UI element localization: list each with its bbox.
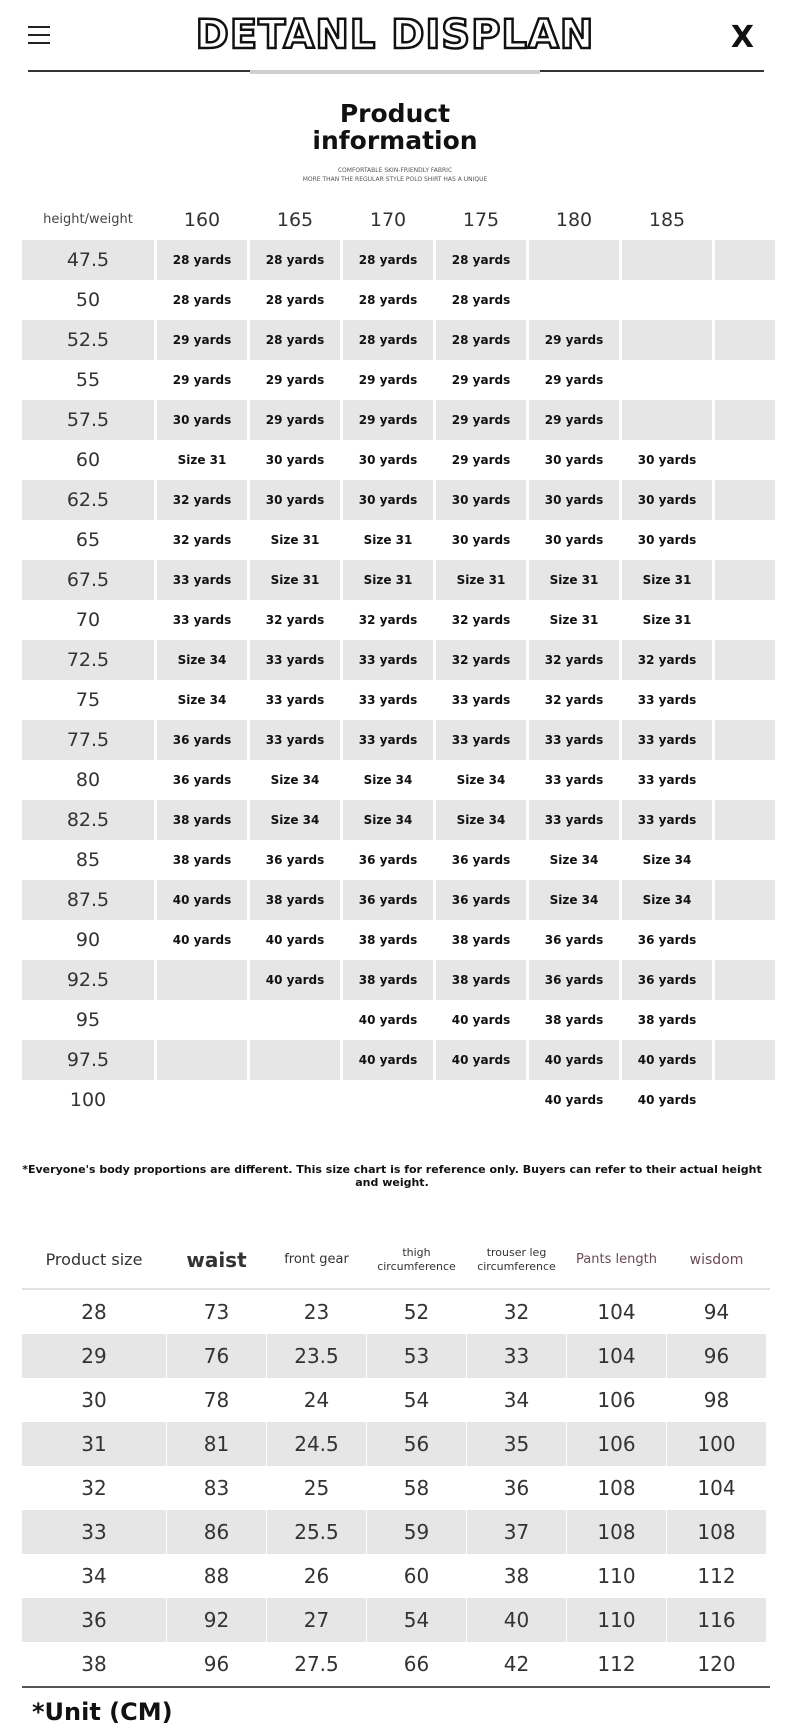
measurement-cell: 108 xyxy=(667,1510,766,1554)
col-header: Product size xyxy=(45,1250,143,1269)
measurement-cell: 40 xyxy=(467,1598,566,1642)
height-header: 165 xyxy=(276,209,314,231)
size-cell: 40 yards xyxy=(250,960,340,1000)
close-icon[interactable]: X xyxy=(730,20,754,55)
size-cell: Size 31 xyxy=(250,560,340,600)
measurement-cell: 83 xyxy=(203,1476,230,1500)
size-cell xyxy=(622,280,712,320)
size-cell: Size 34 xyxy=(270,773,320,787)
measurement-cell: 31 xyxy=(22,1422,166,1466)
col-header: front gear xyxy=(284,1252,349,1267)
measurement-cell: 81 xyxy=(167,1422,266,1466)
table-row xyxy=(22,1598,770,1642)
empty-cell xyxy=(715,720,775,760)
weight-cell: 65 xyxy=(75,529,101,551)
empty-cell xyxy=(715,600,775,640)
size-cell: 36 yards xyxy=(157,720,247,760)
size-cell xyxy=(529,280,619,320)
size-cell: 28 yards xyxy=(343,320,433,360)
table-row xyxy=(22,360,778,400)
size-cell: 40 yards xyxy=(343,1040,433,1080)
measurement-cell: 96 xyxy=(203,1652,230,1676)
table-header-row xyxy=(22,200,778,240)
measurement-cell: 106 xyxy=(597,1388,636,1412)
table-row xyxy=(22,480,778,520)
brand-logo: DETANL DISPLAN xyxy=(195,12,595,58)
table-bottom-rule xyxy=(22,1686,770,1688)
size-cell: Size 31 xyxy=(270,533,320,547)
size-cell: 30 yards xyxy=(436,480,526,520)
measurement-cell: 108 xyxy=(597,1476,636,1500)
size-cell: Size 34 xyxy=(250,800,340,840)
empty-cell xyxy=(715,1000,775,1040)
table-row xyxy=(22,1466,770,1510)
size-cell: 32 yards xyxy=(157,480,247,520)
weight-cell: 95 xyxy=(75,1009,101,1031)
size-cell: 29 yards xyxy=(529,320,619,360)
size-cell: 28 yards xyxy=(157,240,247,280)
weight-cell: 90 xyxy=(75,929,101,951)
size-cell: 29 yards xyxy=(529,400,619,440)
measurement-cell: 88 xyxy=(203,1564,230,1588)
size-cell: 36 yards xyxy=(358,853,418,867)
size-cell: 40 yards xyxy=(172,933,232,947)
table-header-row xyxy=(22,1232,770,1290)
measurement-cell: 24 xyxy=(303,1388,330,1412)
size-cell: 29 yards xyxy=(172,373,232,387)
size-cell: 32 yards xyxy=(265,613,325,627)
height-header: 170 xyxy=(369,209,407,231)
size-cell: Size 34 xyxy=(456,773,506,787)
empty-cell xyxy=(715,840,775,880)
size-cell: 40 yards xyxy=(637,1093,697,1107)
size-cell: 30 yards xyxy=(622,480,712,520)
measurement-cell: 28 xyxy=(81,1300,107,1324)
size-cell: 36 yards xyxy=(265,853,325,867)
reference-note: *Everyone's body proportions are different. This size chart is for reference only. Buyers can refer to their actual height and weight. xyxy=(22,1163,762,1189)
size-cell: 40 yards xyxy=(544,1093,604,1107)
size-cell: 32 yards xyxy=(544,693,604,707)
measurement-cell: 104 xyxy=(697,1476,736,1500)
measurement-cell: 27.5 xyxy=(294,1652,339,1676)
size-cell: 33 yards xyxy=(250,720,340,760)
size-cell: 38 yards xyxy=(343,960,433,1000)
product-info-title: Product information xyxy=(312,99,478,155)
weight-cell: 80 xyxy=(75,769,101,791)
size-cell: Size 31 xyxy=(177,453,227,467)
table-row xyxy=(22,1378,770,1422)
size-cell: 29 yards xyxy=(544,373,604,387)
weight-cell: 82.5 xyxy=(22,800,154,840)
table-row xyxy=(22,800,778,840)
corner-header: height/weight xyxy=(43,212,133,227)
size-cell: 28 yards xyxy=(451,293,511,307)
size-cell: Size 34 xyxy=(177,693,227,707)
col-header: Pants length xyxy=(576,1252,657,1267)
size-cell: 33 yards xyxy=(622,720,712,760)
measurement-cell: 86 xyxy=(167,1510,266,1554)
size-cell: 32 yards xyxy=(622,640,712,680)
size-cell: Size 31 xyxy=(529,560,619,600)
size-cell: 32 yards xyxy=(358,613,418,627)
measurement-cell: 35 xyxy=(467,1422,566,1466)
size-cell: 29 yards xyxy=(250,400,340,440)
size-cell: 33 yards xyxy=(622,800,712,840)
size-cell: 29 yards xyxy=(265,373,325,387)
size-cell: 32 yards xyxy=(451,613,511,627)
size-cell: 30 yards xyxy=(250,480,340,520)
measurement-cell: 32 xyxy=(81,1476,107,1500)
top-bar xyxy=(0,0,790,72)
size-cell: 28 yards xyxy=(358,293,418,307)
size-cell: 36 yards xyxy=(451,853,511,867)
size-cell: 40 yards xyxy=(265,933,325,947)
measurement-cell: 34 xyxy=(503,1388,530,1412)
measurement-cell: 25.5 xyxy=(267,1510,366,1554)
table-row xyxy=(22,680,778,720)
weight-cell: 77.5 xyxy=(22,720,154,760)
weight-cell: 67.5 xyxy=(22,560,154,600)
measurement-cell: 94 xyxy=(703,1300,730,1324)
size-cell: 38 yards xyxy=(451,933,511,947)
size-cell: 33 yards xyxy=(529,720,619,760)
size-cell: 29 yards xyxy=(451,373,511,387)
measurement-cell: 106 xyxy=(567,1422,666,1466)
size-cell: 29 yards xyxy=(451,453,511,467)
size-cell: 28 yards xyxy=(265,293,325,307)
size-cell: 30 yards xyxy=(157,400,247,440)
size-cell: 36 yards xyxy=(637,933,697,947)
size-cell xyxy=(157,1000,247,1040)
empty-cell xyxy=(715,480,775,520)
measurement-cell: 120 xyxy=(697,1652,736,1676)
height-header: 175 xyxy=(462,209,500,231)
empty-cell xyxy=(715,400,775,440)
measurement-cell: 32 xyxy=(503,1300,530,1324)
table-row xyxy=(22,1290,770,1334)
measurement-cell: 24.5 xyxy=(267,1422,366,1466)
size-cell: Size 34 xyxy=(157,640,247,680)
size-cell: 30 yards xyxy=(358,453,418,467)
table-row xyxy=(22,520,778,560)
measurement-cell: 34 xyxy=(81,1564,107,1588)
size-cell: Size 31 xyxy=(436,560,526,600)
measurement-cell: 96 xyxy=(667,1334,766,1378)
size-cell: 40 yards xyxy=(622,1040,712,1080)
size-cell: 38 yards xyxy=(172,853,232,867)
size-cell: 32 yards xyxy=(172,533,232,547)
weight-cell: 50 xyxy=(75,289,101,311)
size-cell: 28 yards xyxy=(172,293,232,307)
size-cell: 32 yards xyxy=(436,640,526,680)
measurement-cell: 56 xyxy=(367,1422,466,1466)
size-cell: 38 yards xyxy=(637,1013,697,1027)
size-cell xyxy=(622,360,712,400)
table-row xyxy=(22,240,778,280)
size-cell: Size 34 xyxy=(642,853,692,867)
measurement-cell: 36 xyxy=(503,1476,530,1500)
table-row xyxy=(22,640,778,680)
size-cell: 38 yards xyxy=(436,960,526,1000)
size-cell: 36 yards xyxy=(529,960,619,1000)
table-row xyxy=(22,920,778,960)
measurement-cell: 66 xyxy=(403,1652,430,1676)
height-weight-size-table xyxy=(22,200,778,1120)
measurement-cell: 108 xyxy=(567,1510,666,1554)
measurement-cell: 112 xyxy=(597,1652,636,1676)
size-cell: Size 31 xyxy=(549,613,599,627)
measurement-cell: 54 xyxy=(367,1598,466,1642)
col-header: thigh circumference xyxy=(377,1246,456,1273)
size-cell: 30 yards xyxy=(637,533,697,547)
col-header: wisdom xyxy=(689,1252,744,1268)
size-cell: Size 31 xyxy=(642,613,692,627)
col-header: trouser leg circumference xyxy=(477,1246,556,1273)
weight-cell: 60 xyxy=(75,449,101,471)
size-cell: Size 34 xyxy=(549,853,599,867)
empty-cell xyxy=(715,1080,775,1120)
empty-cell xyxy=(715,240,775,280)
table-row xyxy=(22,1080,778,1120)
size-cell: 33 yards xyxy=(172,613,232,627)
empty-cell xyxy=(715,880,775,920)
table-row xyxy=(22,1554,770,1598)
weight-cell: 70 xyxy=(75,609,101,631)
table-row xyxy=(22,1040,778,1080)
size-cell: 36 yards xyxy=(544,933,604,947)
empty-cell xyxy=(715,960,775,1000)
size-cell: 33 yards xyxy=(451,693,511,707)
weight-cell: 97.5 xyxy=(22,1040,154,1080)
header-divider-accent xyxy=(250,70,540,74)
weight-cell: 52.5 xyxy=(22,320,154,360)
size-cell: 33 yards xyxy=(436,720,526,760)
measurement-table xyxy=(22,1232,770,1688)
table-row xyxy=(22,760,778,800)
size-cell: 36 yards xyxy=(436,880,526,920)
size-cell: Size 31 xyxy=(363,533,413,547)
measurement-cell: 110 xyxy=(597,1564,636,1588)
size-cell: Size 34 xyxy=(622,880,712,920)
table-row xyxy=(22,880,778,920)
measurement-cell: 78 xyxy=(203,1388,230,1412)
size-cell: 29 yards xyxy=(436,400,526,440)
size-cell xyxy=(157,1040,247,1080)
weight-cell: 47.5 xyxy=(22,240,154,280)
size-cell: 38 yards xyxy=(544,1013,604,1027)
size-cell: Size 34 xyxy=(436,800,526,840)
size-cell: 30 yards xyxy=(544,453,604,467)
table-row xyxy=(22,280,778,320)
size-cell: 40 yards xyxy=(529,1040,619,1080)
measurement-cell: 23 xyxy=(303,1300,330,1324)
size-cell xyxy=(622,240,712,280)
size-cell: 33 yards xyxy=(544,773,604,787)
size-cell: Size 34 xyxy=(363,773,413,787)
weight-cell: 85 xyxy=(75,849,101,871)
measurement-cell: 73 xyxy=(203,1300,230,1324)
size-cell xyxy=(157,960,247,1000)
table-row xyxy=(22,320,778,360)
empty-cell xyxy=(715,1040,775,1080)
unit-label: *Unit (CM) xyxy=(32,1698,173,1726)
measurement-cell: 104 xyxy=(567,1334,666,1378)
measurement-cell: 104 xyxy=(597,1300,636,1324)
size-cell: 36 yards xyxy=(622,960,712,1000)
table-row xyxy=(22,1510,770,1554)
measurement-cell: 54 xyxy=(403,1388,430,1412)
size-cell: 29 yards xyxy=(157,320,247,360)
size-cell: 33 yards xyxy=(343,640,433,680)
empty-cell xyxy=(715,760,775,800)
size-cell: 40 yards xyxy=(436,1040,526,1080)
table-row xyxy=(22,600,778,640)
size-cell: Size 31 xyxy=(343,560,433,600)
empty-cell xyxy=(715,360,775,400)
measurement-cell: 116 xyxy=(667,1598,766,1642)
size-cell: Size 31 xyxy=(622,560,712,600)
size-cell: 28 yards xyxy=(343,240,433,280)
size-cell: 33 yards xyxy=(358,693,418,707)
measurement-cell: 36 xyxy=(22,1598,166,1642)
product-info-subtitle: COMFORTABLE SKIN-FRIENDLY FABRIC MORE THAN THE REGULAR STYLE POLO SHIRT HAS A UNIQUE xyxy=(302,167,488,183)
measurement-cell: 30 xyxy=(81,1388,107,1412)
size-cell: 36 yards xyxy=(172,773,232,787)
table-row xyxy=(22,440,778,480)
measurement-cell: 59 xyxy=(367,1510,466,1554)
measurement-cell: 112 xyxy=(697,1564,736,1588)
table-row xyxy=(22,1422,770,1466)
size-cell: 38 yards xyxy=(250,880,340,920)
weight-cell: 87.5 xyxy=(22,880,154,920)
size-cell: 32 yards xyxy=(529,640,619,680)
size-cell xyxy=(157,1080,247,1120)
size-cell xyxy=(250,1040,340,1080)
measurement-cell: 26 xyxy=(303,1564,330,1588)
size-cell: 40 yards xyxy=(358,1013,418,1027)
size-cell: 30 yards xyxy=(529,480,619,520)
size-cell: 30 yards xyxy=(451,533,511,547)
empty-cell xyxy=(715,800,775,840)
table-row xyxy=(22,560,778,600)
height-header: 180 xyxy=(555,209,593,231)
table-row xyxy=(22,1642,770,1686)
measurement-cell: 92 xyxy=(167,1598,266,1642)
empty-cell xyxy=(715,680,775,720)
size-cell: 29 yards xyxy=(343,400,433,440)
empty-cell xyxy=(715,520,775,560)
table-row xyxy=(22,1000,778,1040)
size-cell: 38 yards xyxy=(157,800,247,840)
weight-cell: 92.5 xyxy=(22,960,154,1000)
size-cell: 38 yards xyxy=(358,933,418,947)
size-cell: 40 yards xyxy=(451,1013,511,1027)
empty-cell xyxy=(715,640,775,680)
size-cell: Size 34 xyxy=(343,800,433,840)
measurement-cell: 33 xyxy=(467,1334,566,1378)
measurement-cell: 23.5 xyxy=(267,1334,366,1378)
size-cell: 30 yards xyxy=(343,480,433,520)
size-cell: 28 yards xyxy=(250,240,340,280)
size-cell: 28 yards xyxy=(250,320,340,360)
size-cell: 30 yards xyxy=(637,453,697,467)
measurement-cell: 98 xyxy=(703,1388,730,1412)
size-cell: 33 yards xyxy=(250,640,340,680)
measurement-cell: 60 xyxy=(403,1564,430,1588)
measurement-cell: 29 xyxy=(22,1334,166,1378)
weight-cell: 57.5 xyxy=(22,400,154,440)
empty-cell xyxy=(715,560,775,600)
size-cell: 30 yards xyxy=(265,453,325,467)
size-cell: 33 yards xyxy=(157,560,247,600)
size-cell: 40 yards xyxy=(157,880,247,920)
size-cell xyxy=(622,400,712,440)
size-cell xyxy=(250,1080,340,1120)
weight-cell: 75 xyxy=(75,689,101,711)
table-row xyxy=(22,960,778,1000)
table-row xyxy=(22,400,778,440)
size-cell: 28 yards xyxy=(436,320,526,360)
size-cell xyxy=(343,1080,433,1120)
weight-cell: 55 xyxy=(75,369,101,391)
table-row xyxy=(22,1334,770,1378)
empty-cell xyxy=(715,440,775,480)
empty-cell xyxy=(715,920,775,960)
measurement-cell: 110 xyxy=(567,1598,666,1642)
size-cell: 30 yards xyxy=(544,533,604,547)
weight-cell: 62.5 xyxy=(22,480,154,520)
measurement-cell: 33 xyxy=(22,1510,166,1554)
size-cell: 36 yards xyxy=(343,880,433,920)
size-cell: 28 yards xyxy=(436,240,526,280)
measurement-cell: 52 xyxy=(403,1300,430,1324)
measurement-cell: 100 xyxy=(667,1422,766,1466)
measurement-cell: 38 xyxy=(81,1652,107,1676)
size-cell: 33 yards xyxy=(637,773,697,787)
size-cell xyxy=(529,240,619,280)
size-cell: 33 yards xyxy=(265,693,325,707)
size-cell: 33 yards xyxy=(343,720,433,760)
height-header: 185 xyxy=(648,209,686,231)
measurement-cell: 53 xyxy=(367,1334,466,1378)
measurement-cell: 25 xyxy=(303,1476,330,1500)
table-row xyxy=(22,720,778,760)
empty-cell xyxy=(715,320,775,360)
height-header: 160 xyxy=(183,209,221,231)
size-cell: 33 yards xyxy=(529,800,619,840)
weight-cell: 72.5 xyxy=(22,640,154,680)
size-cell xyxy=(436,1080,526,1120)
measurement-cell: 27 xyxy=(267,1598,366,1642)
weight-cell: 100 xyxy=(69,1089,107,1111)
empty-cell xyxy=(715,280,775,320)
size-cell: 33 yards xyxy=(637,693,697,707)
measurement-cell: 42 xyxy=(503,1652,530,1676)
size-cell xyxy=(622,320,712,360)
measurement-cell: 58 xyxy=(403,1476,430,1500)
measurement-cell: 37 xyxy=(467,1510,566,1554)
measurement-cell: 76 xyxy=(167,1334,266,1378)
table-row xyxy=(22,840,778,880)
col-header: waist xyxy=(186,1248,247,1272)
measurement-cell: 38 xyxy=(503,1564,530,1588)
size-cell xyxy=(250,1000,340,1040)
size-cell: Size 34 xyxy=(529,880,619,920)
size-cell: 29 yards xyxy=(358,373,418,387)
